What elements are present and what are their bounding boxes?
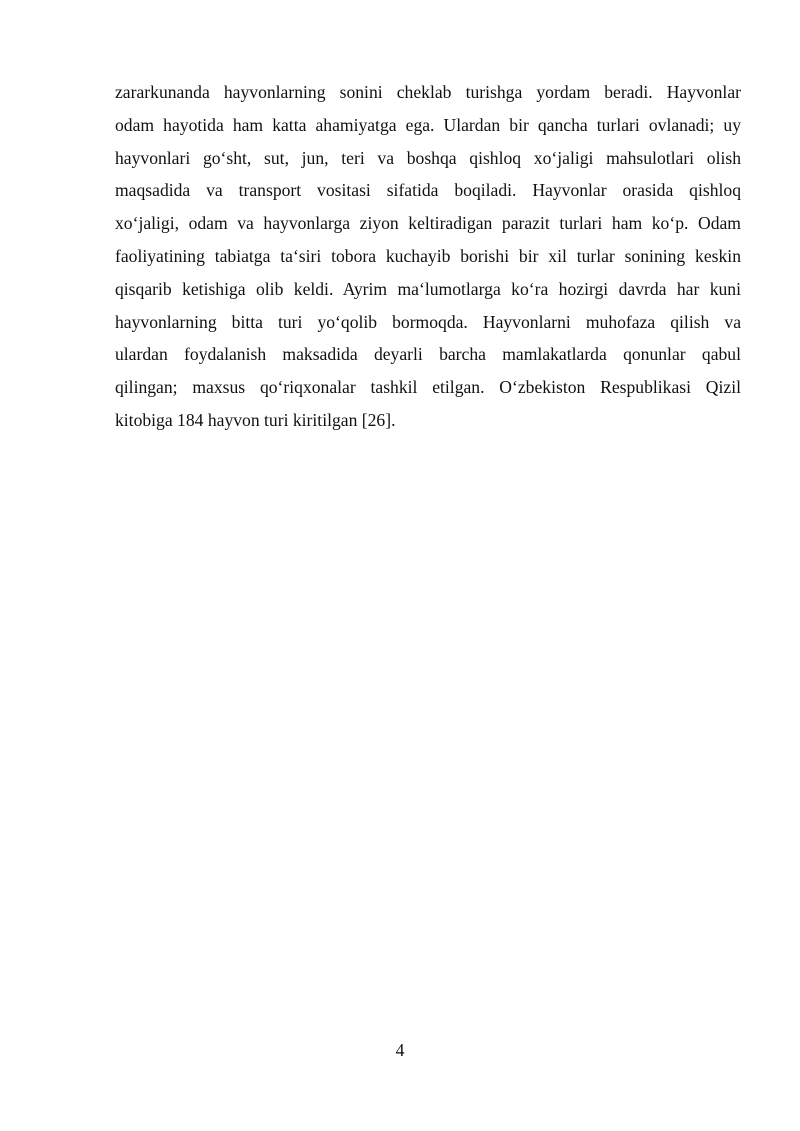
- paragraph-line: qisqarib ketishiga olib keldi. Ayrim ma‘lumotlarga ko‘ra hozirgi davrda har kuni: [115, 278, 741, 299]
- paragraph-line: xo‘jaligi, odam va hayvonlarga ziyon keltiradigan parazit turlari ham ko‘p. Odam: [115, 213, 741, 234]
- paragraph-line: ulardan foydalanish maksadida deyarli barcha mamlakatlarda qonunlar qabul: [115, 344, 741, 365]
- paragraph-line: maqsadida va transport vositasi sifatida boqiladi. Hayvonlar orasida qishloq: [115, 180, 741, 201]
- paragraph-line: hayvonlari go‘sht, sut, jun, teri va boshqa qishloq xo‘jaligi mahsulotlari olish: [115, 147, 741, 168]
- body-paragraph: [115, 76, 741, 437]
- page-number: 4: [395, 1040, 405, 1060]
- paragraph-last-line: kitobiga 184 hayvon turi kiritilgan [26].: [115, 409, 396, 430]
- paragraph-line: faoliyatining tabiatga ta‘siri tobora kuchayib borishi bir xil turlar sonining keskin: [115, 245, 741, 266]
- paragraph-line: zararkunanda hayvonlarning sonini cheklab turishga yordam beradi. Hayvonlar: [115, 82, 741, 102]
- paragraph-line: hayvonlarning bitta turi yo‘qolib bormoqda. Hayvonlarni muhofaza qilish va: [115, 311, 741, 332]
- paragraph-line: odam hayotida ham katta ahamiyatga ega. Ulardan bir qancha turlari ovlanadi; uy: [115, 114, 741, 135]
- paragraph-line: qilingan; maxsus qo‘riqxonalar tashkil etilgan. O‘zbekiston Respublikasi Qizil: [115, 377, 741, 398]
